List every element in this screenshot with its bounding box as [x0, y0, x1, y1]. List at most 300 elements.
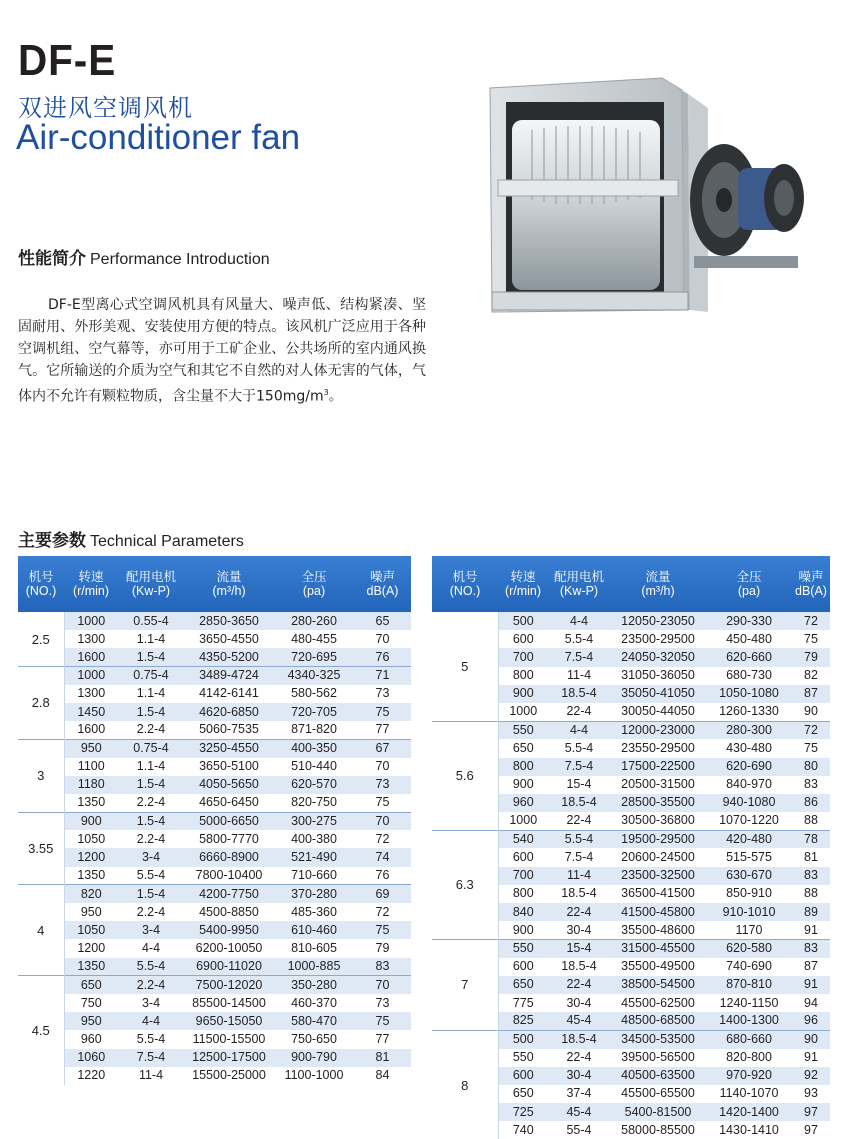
- motor-cell: 18.5-4: [548, 685, 610, 703]
- airflow-cell: 24050-32050: [610, 648, 706, 666]
- motor-cell: 5.5-4: [118, 958, 184, 976]
- rpm-cell: 1000: [509, 704, 538, 719]
- motor-cell: 15-4: [566, 777, 592, 792]
- motor-cell: 11-4: [138, 1068, 164, 1083]
- airflow-cell: 20600-24500: [621, 850, 695, 865]
- pressure-cell: 420-480: [706, 830, 792, 848]
- noise-cell: 76: [375, 867, 390, 882]
- airflow-cell: 9650-15050: [184, 1012, 274, 1030]
- pressure-cell: 910-1010: [706, 903, 792, 921]
- motor-cell: 22-4: [566, 813, 592, 828]
- rpm-cell: 1350: [77, 795, 106, 810]
- airflow-cell: 3250-4550: [184, 739, 274, 757]
- noise-cell: 83: [354, 958, 411, 976]
- airflow-cell: 20500-31500: [621, 777, 695, 792]
- airflow-cell: 3489-4724: [184, 667, 274, 685]
- motor-cell: 1.5-4: [118, 648, 184, 666]
- noise-cell: 73: [375, 686, 390, 701]
- table-row: [18, 667, 411, 685]
- motor-cell: 45-4: [548, 1012, 610, 1030]
- pressure-cell: 300-275: [274, 812, 354, 830]
- column-header-cn: 机号: [452, 570, 478, 584]
- fan-product-image: [462, 60, 814, 332]
- pressure-cell: 510-440: [291, 759, 337, 774]
- table-row: [18, 648, 411, 666]
- motor-cell: 5.5-4: [564, 740, 594, 755]
- product-title-en: Air-conditioner fan: [16, 118, 301, 157]
- rpm-cell: 1220: [77, 1068, 106, 1083]
- motor-cell: 3-4: [141, 995, 161, 1010]
- pressure-cell: 521-490: [274, 848, 354, 866]
- motor-cell: 18.5-4: [548, 1030, 610, 1048]
- noise-cell: 84: [375, 1068, 390, 1083]
- motor-cell: 22-4: [548, 976, 610, 994]
- pressure-cell: 280-300: [706, 721, 792, 739]
- noise-cell: 79: [792, 648, 830, 666]
- fan-model-number: 4: [18, 885, 64, 976]
- column-header-cn: 噪声: [798, 570, 824, 584]
- table-row: [18, 721, 411, 739]
- rpm-cell: 900: [498, 685, 548, 703]
- pressure-cell: 750-650: [291, 1031, 337, 1046]
- table-row: [18, 1030, 411, 1048]
- table-row: [432, 830, 830, 848]
- table-header-row: [432, 556, 830, 612]
- airflow-cell: 6660-8900: [184, 848, 274, 866]
- pressure-cell: 1070-1220: [719, 813, 779, 828]
- pressure-cell: 871-820: [291, 722, 337, 737]
- noise-cell: 97: [792, 1103, 830, 1121]
- column-header-en: (m³/h): [641, 584, 675, 598]
- rpm-cell: 1200: [64, 848, 118, 866]
- motor-cell: 22-4: [548, 903, 610, 921]
- motor-cell: 1.1-4: [136, 759, 166, 774]
- column-header-cn: 转速: [78, 570, 104, 584]
- rpm-cell: 550: [498, 939, 548, 957]
- rpm-cell: 1050: [77, 831, 106, 846]
- fan-model-group: [432, 721, 830, 830]
- airflow-cell: 3650-5100: [199, 759, 259, 774]
- pressure-cell: 680-730: [726, 668, 772, 683]
- fan-model-number: 5.6: [432, 721, 498, 830]
- rpm-cell: 1000: [64, 667, 118, 685]
- rpm-cell: 1600: [64, 648, 118, 666]
- airflow-cell: 36500-41500: [621, 886, 695, 901]
- motor-cell: 22-4: [566, 1050, 592, 1065]
- pressure-cell: 630-670: [706, 867, 792, 885]
- column-header-en: dB(A): [366, 584, 399, 598]
- noise-cell: 87: [804, 959, 818, 974]
- table-row: [432, 721, 830, 739]
- noise-cell: 96: [792, 1012, 830, 1030]
- noise-cell: 71: [354, 667, 411, 685]
- fan-model-group: [18, 739, 411, 812]
- airflow-cell: 6900-11020: [184, 958, 274, 976]
- pressure-cell: 620-690: [706, 758, 792, 776]
- airflow-cell: 6200-10050: [195, 940, 263, 955]
- table-row: [18, 612, 411, 630]
- table-row: [18, 776, 411, 794]
- airflow-cell: 4650-6450: [199, 795, 259, 810]
- pressure-cell: 4340-325: [274, 667, 354, 685]
- column-header: [432, 556, 498, 612]
- airflow-cell: 31050-36050: [621, 668, 695, 683]
- pressure-cell: 480-455: [291, 631, 337, 646]
- motor-cell: 0.55-4: [118, 612, 184, 630]
- fan-model-number: 2.8: [18, 667, 64, 740]
- motor-cell: 15-4: [548, 939, 610, 957]
- airflow-cell: 5400-81500: [610, 1103, 706, 1121]
- motor-cell: 5.5-4: [564, 631, 594, 646]
- pressure-cell: 720-695: [274, 648, 354, 666]
- noise-cell: 90: [792, 1030, 830, 1048]
- table-header-row: [18, 556, 411, 612]
- column-header-en: (r/min): [504, 584, 542, 598]
- pressure-cell: 370-280: [274, 885, 354, 903]
- table-row: [18, 630, 411, 648]
- column-header-en: dB(A): [795, 584, 827, 598]
- rpm-cell: 740: [512, 1122, 534, 1137]
- pressure-cell: 710-660: [291, 867, 337, 882]
- column-header: [118, 556, 184, 612]
- rpm-cell: 1300: [77, 686, 106, 701]
- pressure-cell: 1430-1410: [719, 1122, 779, 1137]
- motor-cell: 18.5-4: [561, 886, 597, 901]
- rpm-cell: 725: [498, 1103, 548, 1121]
- pressure-cell: 400-380: [291, 831, 337, 846]
- motor-cell: 1.1-4: [136, 686, 166, 701]
- fan-model-number: 2.5: [18, 612, 64, 667]
- model-code: DF-E: [18, 36, 117, 85]
- noise-cell: 97: [804, 1122, 818, 1137]
- pressure-cell: 460-370: [291, 995, 337, 1010]
- fan-model-group: [432, 939, 830, 1030]
- fan-model-number: 4.5: [18, 976, 64, 1085]
- noise-cell: 81: [354, 1049, 411, 1067]
- table-row: [18, 1049, 411, 1067]
- airflow-cell: 17500-22500: [610, 758, 706, 776]
- rpm-cell: 550: [498, 721, 548, 739]
- pressure-cell: 900-790: [274, 1049, 354, 1067]
- fan-model-group: [18, 667, 411, 740]
- fan-model-group: [432, 612, 830, 721]
- motor-cell: 4-4: [141, 940, 161, 955]
- airflow-cell: 5060-7535: [199, 722, 259, 737]
- motor-cell: 4-4: [548, 721, 610, 739]
- noise-cell: 91: [804, 922, 818, 937]
- airflow-cell: 4350-5200: [184, 648, 274, 666]
- airflow-cell: 12000-23000: [610, 721, 706, 739]
- noise-cell: 72: [375, 831, 390, 846]
- fan-model-group: [18, 885, 411, 976]
- airflow-cell: 19500-29500: [610, 830, 706, 848]
- pressure-cell: 870-810: [706, 976, 792, 994]
- pressure-cell: 620-570: [274, 776, 354, 794]
- airflow-cell: 45500-62500: [621, 995, 695, 1010]
- noise-cell: 70: [354, 976, 411, 994]
- table-row: [18, 830, 411, 848]
- table-row: [18, 994, 411, 1012]
- rpm-cell: 600: [512, 631, 534, 646]
- rpm-cell: 1000: [509, 813, 538, 828]
- pressure-cell: 970-920: [706, 1067, 792, 1085]
- rpm-cell: 800: [512, 668, 534, 683]
- noise-cell: 83: [792, 939, 830, 957]
- noise-cell: 79: [375, 940, 390, 955]
- airflow-cell: 85500-14500: [192, 995, 266, 1010]
- airflow-cell: 45500-65500: [621, 1086, 695, 1101]
- column-header-en: (r/min): [72, 584, 110, 598]
- motor-cell: 0.75-4: [118, 739, 184, 757]
- description-end: 。: [328, 388, 343, 405]
- rpm-cell: 1450: [64, 703, 118, 721]
- fan-model-group: [18, 612, 411, 667]
- fan-model-number: 5: [432, 612, 498, 721]
- motor-cell: 55-4: [566, 1122, 592, 1137]
- column-header-en: (NO.): [25, 584, 57, 598]
- performance-heading-cn: 性能简介: [18, 249, 86, 269]
- rpm-cell: 600: [512, 850, 534, 865]
- table-row: [18, 685, 411, 703]
- fan-model-number: 6.3: [432, 830, 498, 939]
- pressure-cell: 1140-1070: [719, 1086, 779, 1101]
- motor-cell: 7.5-4: [564, 850, 594, 865]
- airflow-cell: 4200-7750: [184, 885, 274, 903]
- pressure-cell: 1100-1000: [284, 1068, 344, 1083]
- fan-model-group: [18, 976, 411, 1085]
- column-header-en: (Kw-P): [559, 584, 599, 598]
- rpm-cell: 1200: [77, 940, 106, 955]
- pressure-cell: 1240-1150: [719, 995, 779, 1010]
- motor-cell: 5.5-4: [548, 830, 610, 848]
- airflow-cell: 23500-32500: [610, 867, 706, 885]
- motor-cell: 1.1-4: [136, 631, 166, 646]
- pressure-cell: 820-800: [726, 1050, 772, 1065]
- motor-cell: 11-4: [548, 867, 610, 885]
- noise-cell: 90: [804, 704, 818, 719]
- motor-cell: 2.2-4: [118, 976, 184, 994]
- airflow-cell: 30500-36800: [621, 813, 695, 828]
- rpm-cell: 800: [512, 886, 534, 901]
- airflow-cell: 12500-17500: [184, 1049, 274, 1067]
- pressure-cell: 1400-1300: [706, 1012, 792, 1030]
- noise-cell: 88: [804, 886, 818, 901]
- rpm-cell: 1600: [77, 722, 106, 737]
- pressure-cell: 1170: [735, 922, 763, 937]
- airflow-cell: 35500-49500: [621, 959, 695, 974]
- column-header: [64, 556, 118, 612]
- rpm-cell: 1100: [77, 759, 105, 774]
- airflow-cell: 23500-29500: [621, 631, 695, 646]
- motor-cell: 1.5-4: [118, 885, 184, 903]
- fan-model-number: 3.55: [18, 812, 64, 885]
- motor-cell: 1.5-4: [118, 776, 184, 794]
- table-row: [18, 885, 411, 903]
- noise-cell: 75: [804, 740, 818, 755]
- table-row: [18, 867, 411, 885]
- rpm-cell: 600: [498, 1067, 548, 1085]
- table-row: [18, 1012, 411, 1030]
- noise-cell: 72: [375, 904, 390, 919]
- airflow-cell: 31500-45500: [610, 939, 706, 957]
- column-header-en: (Kw-P): [131, 584, 171, 598]
- airflow-cell: 4142-6141: [199, 686, 259, 701]
- noise-cell: 73: [354, 776, 411, 794]
- airflow-cell: 38500-54500: [610, 976, 706, 994]
- rpm-cell: 540: [498, 830, 548, 848]
- noise-cell: 72: [792, 612, 830, 630]
- airflow-cell: 28500-35500: [610, 794, 706, 812]
- product-title-cn: 双进风空调风机: [18, 94, 193, 122]
- pressure-cell: 940-1080: [706, 794, 792, 812]
- airflow-cell: 58000-85500: [621, 1122, 695, 1137]
- motor-cell: 1.5-4: [118, 812, 184, 830]
- technical-heading-cn: 主要参数: [18, 531, 86, 551]
- pressure-cell: 820-750: [291, 795, 337, 810]
- pressure-cell: 1260-1330: [719, 704, 779, 719]
- rpm-cell: 700: [498, 648, 548, 666]
- noise-cell: 89: [792, 903, 830, 921]
- airflow-cell: 12050-23050: [610, 612, 706, 630]
- table-row: [432, 939, 830, 957]
- rpm-cell: 1350: [64, 958, 118, 976]
- motor-cell: 2.2-4: [136, 831, 166, 846]
- motor-cell: 45-4: [548, 1103, 610, 1121]
- rpm-cell: 960: [498, 794, 548, 812]
- motor-cell: 5.5-4: [136, 1031, 166, 1046]
- noise-cell: 80: [792, 758, 830, 776]
- airflow-cell: 30050-44050: [621, 704, 695, 719]
- pressure-cell: 485-360: [291, 904, 337, 919]
- airflow-cell: 35500-48600: [621, 922, 695, 937]
- performance-description: [18, 294, 426, 408]
- rpm-cell: 500: [498, 612, 548, 630]
- performance-heading-en: Performance Introduction: [90, 251, 270, 268]
- fan-model-number: 8: [432, 1030, 498, 1139]
- table-row: [18, 703, 411, 721]
- pressure-cell: 1000-885: [274, 958, 354, 976]
- pressure-cell: 400-350: [274, 739, 354, 757]
- fan-model-number: 3: [18, 739, 64, 812]
- pressure-cell: 515-575: [726, 850, 772, 865]
- rpm-cell: 1000: [64, 612, 118, 630]
- airflow-cell: 41500-45800: [610, 903, 706, 921]
- noise-cell: 76: [354, 648, 411, 666]
- table-row: [432, 1030, 830, 1048]
- table-row: [18, 921, 411, 939]
- rpm-cell: 950: [80, 904, 102, 919]
- table-row: [18, 794, 411, 812]
- rpm-cell: 650: [512, 1086, 534, 1101]
- motor-cell: 2.2-4: [136, 795, 166, 810]
- technical-heading-en: Technical Parameters: [90, 533, 244, 550]
- technical-heading: [18, 526, 244, 551]
- column-header-cn: 噪声: [369, 570, 395, 584]
- pressure-cell: 850-910: [726, 886, 772, 901]
- pressure-cell: 680-660: [706, 1030, 792, 1048]
- noise-cell: 81: [804, 850, 818, 865]
- performance-heading: [18, 244, 270, 269]
- noise-cell: 65: [354, 612, 411, 630]
- pressure-cell: 290-330: [706, 612, 792, 630]
- noise-cell: 94: [804, 995, 818, 1010]
- rpm-cell: 960: [80, 1031, 102, 1046]
- table-row: [18, 739, 411, 757]
- rpm-cell: 600: [512, 959, 534, 974]
- table-row: [18, 903, 411, 921]
- noise-cell: 77: [375, 722, 390, 737]
- noise-cell: 93: [804, 1086, 818, 1101]
- airflow-cell: 4620-6850: [184, 703, 274, 721]
- table-row: [18, 812, 411, 830]
- pressure-cell: 580-562: [291, 686, 337, 701]
- column-header-cn: 流量: [645, 570, 671, 584]
- pressure-cell: 740-690: [726, 959, 772, 974]
- noise-cell: 91: [792, 976, 830, 994]
- noise-cell: 88: [804, 813, 818, 828]
- rpm-cell: 1060: [64, 1049, 118, 1067]
- motor-cell: 30-4: [548, 1067, 610, 1085]
- rpm-cell: 950: [64, 739, 118, 757]
- motor-cell: 22-4: [566, 704, 592, 719]
- noise-cell: 86: [792, 794, 830, 812]
- noise-cell: 91: [804, 1050, 818, 1065]
- airflow-cell: 3650-4550: [199, 631, 259, 646]
- pressure-cell: 580-470: [274, 1012, 354, 1030]
- airflow-cell: 7800-10400: [195, 867, 263, 882]
- motor-cell: 11-4: [566, 668, 592, 683]
- noise-cell: 82: [804, 668, 818, 683]
- rpm-cell: 840: [498, 903, 548, 921]
- rpm-cell: 950: [64, 1012, 118, 1030]
- noise-cell: 78: [792, 830, 830, 848]
- fan-model-number: 7: [432, 939, 498, 1030]
- pressure-cell: 720-705: [274, 703, 354, 721]
- noise-cell: 75: [354, 1012, 411, 1030]
- column-header-cn: 转速: [510, 570, 536, 584]
- motor-cell: 1.5-4: [118, 703, 184, 721]
- airflow-cell: 34500-53500: [610, 1030, 706, 1048]
- pressure-cell: 1420-1400: [706, 1103, 792, 1121]
- table-row: [18, 1067, 411, 1085]
- pressure-cell: 620-660: [706, 648, 792, 666]
- column-header-cn: 流量: [216, 570, 242, 584]
- noise-cell: 75: [354, 703, 411, 721]
- motor-cell: 5.5-4: [136, 867, 166, 882]
- pressure-cell: 280-260: [274, 612, 354, 630]
- column-header-cn: 配用电机: [125, 570, 176, 584]
- pressure-cell: 1050-1080: [706, 685, 792, 703]
- motor-cell: 2.2-4: [136, 904, 166, 919]
- airflow-cell: 39500-56500: [621, 1050, 695, 1065]
- airflow-cell: 11500-15500: [192, 1031, 266, 1046]
- rpm-cell: 1350: [77, 867, 106, 882]
- column-header: [792, 556, 830, 612]
- pressure-cell: 350-280: [274, 976, 354, 994]
- rpm-cell: 820: [64, 885, 118, 903]
- pressure-cell: 840-970: [726, 777, 772, 792]
- table-row: [18, 758, 411, 776]
- motor-cell: 0.75-4: [118, 667, 184, 685]
- fan-model-group: [432, 1030, 830, 1139]
- airflow-cell: 7500-12020: [184, 976, 274, 994]
- noise-cell: 73: [375, 995, 390, 1010]
- column-header: [706, 556, 792, 612]
- column-header-en: (NO.): [449, 584, 481, 598]
- column-header-cn: 全压: [301, 570, 327, 584]
- motor-cell: 30-4: [566, 995, 592, 1010]
- motor-cell: 4-4: [118, 1012, 184, 1030]
